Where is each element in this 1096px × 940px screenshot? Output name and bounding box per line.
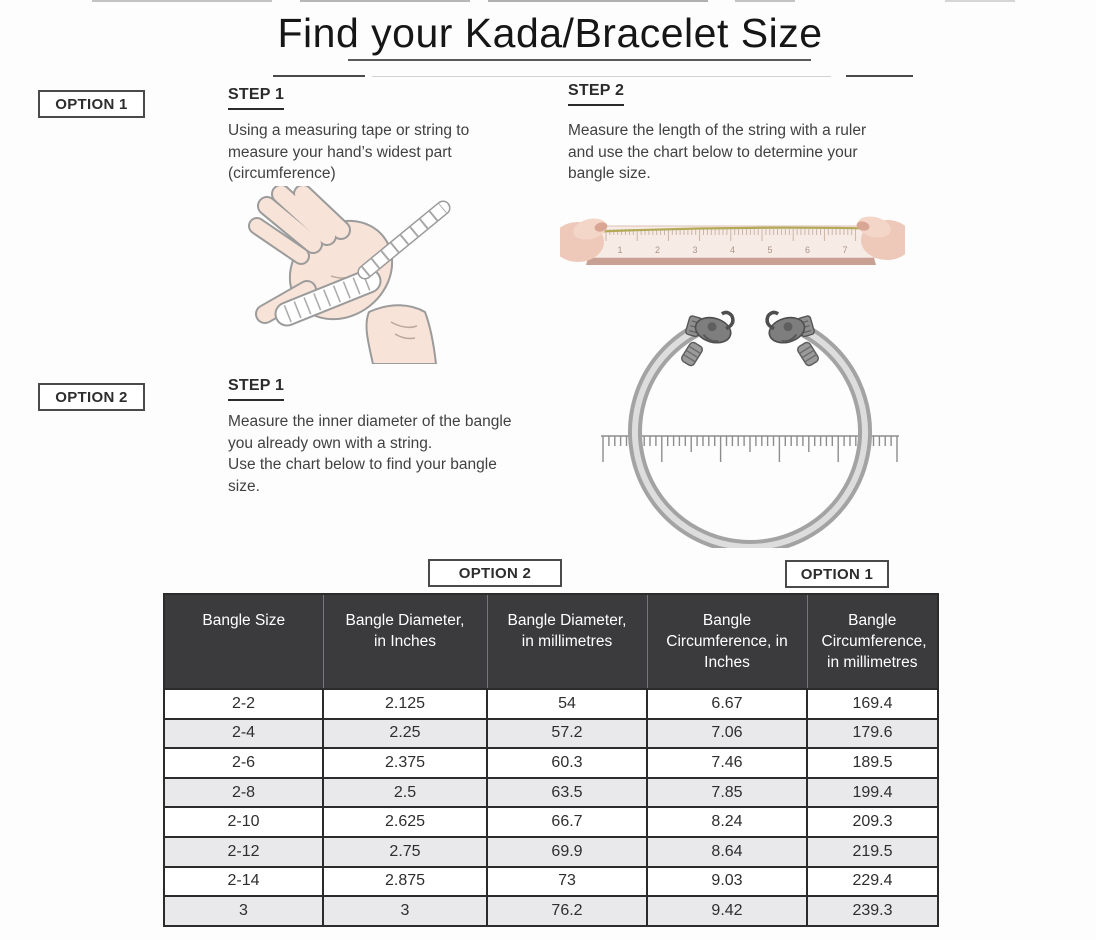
hand-measuring-illustration <box>245 186 485 364</box>
size-cell: 209.3 <box>807 807 938 837</box>
size-cell: 2-14 <box>164 867 323 897</box>
cropped-top-edge-artifact <box>300 0 470 2</box>
table-row <box>164 719 938 749</box>
size-cell: 2.125 <box>323 689 487 719</box>
size-cell: 69.9 <box>487 837 647 867</box>
size-cell: 2-10 <box>164 807 323 837</box>
wrist <box>366 305 436 364</box>
option1-step2-heading: STEP 2 <box>568 82 624 106</box>
size-cell: 7.06 <box>647 719 807 749</box>
size-cell: 189.5 <box>807 748 938 778</box>
size-cell: 8.24 <box>647 807 807 837</box>
ruler-number: 3 <box>692 245 698 255</box>
size-cell: 54 <box>487 689 647 719</box>
table-row <box>164 807 938 837</box>
size-cell: 63.5 <box>487 778 647 808</box>
header-row <box>164 594 938 689</box>
table-row <box>164 778 938 808</box>
size-cell: 2.625 <box>323 807 487 837</box>
size-cell: 57.2 <box>487 719 647 749</box>
column-header-circumference-mm: Bangle Circumference, in millimetres <box>807 594 938 689</box>
size-cell: 2.5 <box>323 778 487 808</box>
size-cell: 2-8 <box>164 778 323 808</box>
table-row <box>164 748 938 778</box>
option2-step1-text: Measure the inner diameter of the bangle you already own with a string. Use the chart below to find your bangle size. <box>228 413 512 495</box>
table-row <box>164 689 938 719</box>
size-cell: 2.875 <box>323 867 487 897</box>
cropped-top-edge-artifact <box>488 0 708 2</box>
ruler-number: 5 <box>767 245 773 255</box>
size-chart-table <box>163 593 939 927</box>
decorative-dash-left <box>273 75 365 77</box>
size-cell: 7.85 <box>647 778 807 808</box>
cropped-top-edge-artifact <box>92 0 272 2</box>
size-cell: 2.375 <box>323 748 487 778</box>
size-cell: 9.03 <box>647 867 807 897</box>
cropped-top-edge-artifact <box>945 0 1015 2</box>
string-over-ruler-photo <box>560 196 905 282</box>
ruler-number: 7 <box>842 245 848 255</box>
decorative-dash-right <box>846 75 913 77</box>
column-header-diameter-inches: Bangle Diameter, in Inches <box>323 594 487 689</box>
size-cell: 66.7 <box>487 807 647 837</box>
size-cell: 219.5 <box>807 837 938 867</box>
size-cell: 2-4 <box>164 719 323 749</box>
ruler-number: 6 <box>804 245 811 255</box>
table-option2-label: OPTION 2 <box>458 564 532 582</box>
size-cell: 239.3 <box>807 896 938 926</box>
kada-bangle-photo <box>585 282 915 548</box>
cropped-top-edge-artifact <box>735 0 795 2</box>
table-row <box>164 837 938 867</box>
kada-ruler <box>601 436 899 462</box>
option2-step1-heading: STEP 1 <box>228 377 284 401</box>
size-cell: 76.2 <box>487 896 647 926</box>
size-cell: 3 <box>164 896 323 926</box>
size-cell: 2.25 <box>323 719 487 749</box>
column-header-diameter-mm: Bangle Diameter, in millimetres <box>487 594 647 689</box>
size-cell: 8.64 <box>647 837 807 867</box>
option1-step2-text: Measure the length of the string with a ruler and use the chart below to determine your bangle size. <box>568 122 867 182</box>
ruler-number: 2 <box>654 245 661 255</box>
size-cell: 7.46 <box>647 748 807 778</box>
table-option1-box <box>785 560 889 588</box>
column-header-size: Bangle Size <box>164 594 323 689</box>
table-option1-label: OPTION 1 <box>800 565 874 583</box>
option2-label: OPTION 2 <box>55 388 128 406</box>
ruler-number: 1 <box>617 245 623 255</box>
size-table-body <box>164 689 938 926</box>
option1-step1-heading: STEP 1 <box>228 86 284 110</box>
size-cell: 229.4 <box>807 867 938 897</box>
size-cell: 9.42 <box>647 896 807 926</box>
table-row <box>164 867 938 897</box>
size-cell: 3 <box>323 896 487 926</box>
decorative-faint-line <box>372 76 831 77</box>
option1-box <box>38 90 145 118</box>
size-cell: 2-2 <box>164 689 323 719</box>
option2-box <box>38 383 145 411</box>
size-cell: 2.75 <box>323 837 487 867</box>
option1-step1-text: Using a measuring tape or string to measure your hand’s widest part (circumference) <box>228 122 470 182</box>
table-option2-box <box>428 559 562 587</box>
option1-label: OPTION 1 <box>55 95 128 113</box>
size-cell: 6.67 <box>647 689 807 719</box>
column-header-circumference-inches: Bangle Circumference, in Inches <box>647 594 807 689</box>
table-row <box>164 896 938 926</box>
size-cell: 179.6 <box>807 719 938 749</box>
size-cell: 199.4 <box>807 778 938 808</box>
size-cell: 169.4 <box>807 689 938 719</box>
size-cell: 2-6 <box>164 748 323 778</box>
size-cell: 2-12 <box>164 837 323 867</box>
ruler-number: 4 <box>729 245 736 255</box>
size-cell: 60.3 <box>487 748 647 778</box>
page-title: Find your Kada/Bracelet Size <box>277 10 823 56</box>
size-cell: 73 <box>487 867 647 897</box>
title-underline <box>348 59 811 61</box>
